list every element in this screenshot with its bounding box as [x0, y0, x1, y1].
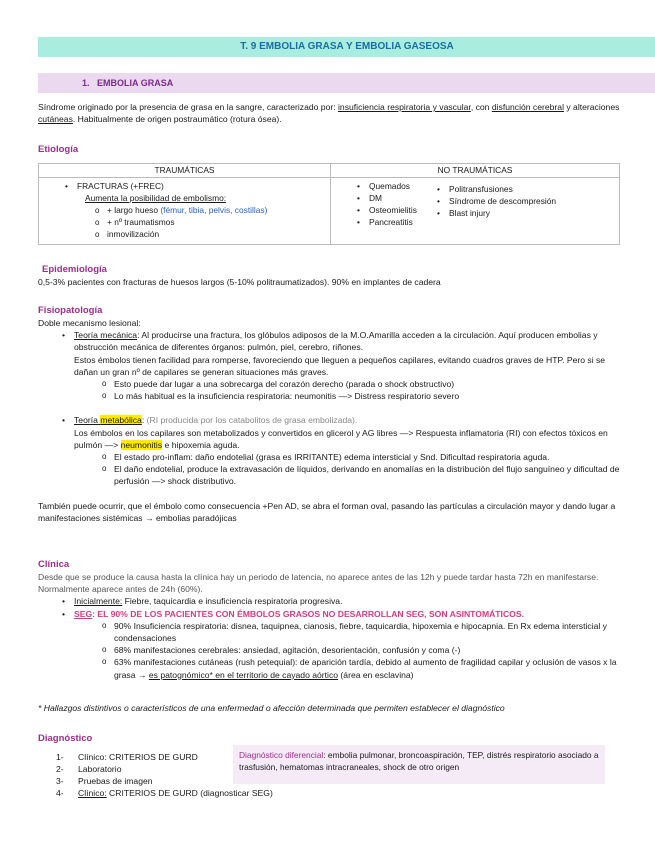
metabolica-text-b: e hipoxemia aguda. [162, 439, 240, 450]
metabolica-label-b: metabólica [100, 415, 142, 426]
list-item [437, 196, 556, 208]
no-trauma-label: Blast injury [449, 207, 490, 218]
dd-label: Diagnóstico diferencial [239, 750, 324, 760]
metabolica-sub-text: El estado pro-inflam: daño endotelial (grasa es IRRITANTE) edema intersticial y Snd. Dificultad respiratoria aguda. [114, 452, 550, 463]
diagnostico-item-4 [56, 787, 356, 799]
epidemiologia-text: 0,5-3% pacientes con fracturas de huesos largos (5-10% politraumatizados). 90% en implantes de cadera [38, 277, 441, 287]
seg-sub-3 [102, 656, 620, 680]
section-label: EMBOLIA GRASA [97, 78, 174, 88]
metabolica-sub-1 [102, 451, 620, 463]
traumatismos-item [95, 217, 326, 229]
mecanica-text: : Al producirse una fractura, los glóbulos adiposos de la M.O.Amarilla acceden a la circulación. Aquí producen embolias y obstrucción mecánica de diferentes órganos: pulmón, piel, cerebro, riñones. [74, 330, 598, 353]
inicialmente-label: Inicialmente: [74, 596, 123, 607]
list-item [437, 208, 556, 220]
no-trauma-label: DM [369, 192, 383, 203]
seg-sub-1 [102, 620, 620, 644]
no-traumaticas-cell [331, 178, 620, 245]
diag-label: Clínico: [78, 788, 107, 798]
dd-text: : embolia pulmonar, broncoaspiración, TEP, distrés respiratorio asociado a trasfusión, hematomas intracraneales, shock de otro origen [239, 750, 599, 773]
seg-sub-text: (área en esclavina) [338, 669, 414, 680]
list-item [357, 193, 437, 205]
metabolica-sub-2 [102, 463, 620, 487]
seg-label: SEG [74, 608, 93, 619]
list-item [56, 751, 231, 763]
patognomico-underline: es patognómico* en el territorio de cayado aórtico [148, 669, 339, 680]
nota-patognomico: * Hallazgos distintivos o característicos de una enfermedad o afección determinada que permiten establecer el diagnóstico [38, 703, 505, 713]
list-item [437, 184, 556, 196]
epidemiologia-heading: Epidemiología [42, 264, 107, 275]
mecanica-sub-text: Esto puede dar lugar a una sobrecarga del corazón derecho (parada o shock obstructivo) [114, 379, 455, 390]
tambien-paragraph: También puede ocurrir, que el émbolo como consecuencia +Pen AD, se abra el forman oval, pasando las partículas a circulación mayor y dando lugar a manifestaciones sistémicas → embolias paradójicas [38, 500, 616, 523]
diag-num: 2- [56, 764, 64, 775]
no-trauma-label: Osteomielitis [369, 204, 417, 215]
fracturas-label: FRACTURAS (+FREC) [77, 181, 164, 191]
intro-text: . Habitualmente de origen postraumático (rotura ósea). [72, 114, 282, 125]
diagnostico-diferencial-box [233, 745, 605, 784]
etiologia-heading: Etiología [38, 144, 79, 155]
mecanica-sub-1 [102, 378, 620, 390]
seg-sub-2 [102, 644, 620, 656]
list-item [357, 181, 437, 193]
seg-sub-text: 90% Insuficiencia respiratoria: disnea, taquipnea, cianosis, fiebre, taquicardia, hipoxemia e hipocapnia. En Rx edema intersticial y condensaciones [114, 620, 607, 644]
no-trauma-label: Quemados [369, 181, 410, 191]
section-header [38, 73, 655, 93]
no-trauma-label: Pancreatitis [369, 216, 413, 227]
teoria-mecanica [62, 329, 620, 402]
inmovilizacion-label: inmovilización [107, 228, 160, 239]
list-item [357, 217, 437, 229]
seg-sub-text: 63% manifestaciones cutáneas (rush petequial): de aparición tardía, debido al aumento de fragilidad capilar y oclusión de vasos x la grasa → [114, 657, 617, 680]
no-trauma-label: Síndrome de descompresión [449, 195, 557, 206]
clinica-body [38, 571, 620, 681]
seg-item [62, 608, 620, 681]
intro-underline-3: cutáneas [38, 114, 73, 125]
page-title: T. 9 EMBOLIA GRASA Y EMBOLIA GASEOSA [38, 37, 655, 57]
section-number: 1. [82, 78, 90, 88]
diag-label: Pruebas de imagen [78, 776, 153, 787]
fisiopatologia-body [38, 317, 620, 524]
diag-label: Laboratorio [78, 764, 122, 775]
intro-paragraph [38, 101, 620, 125]
list-item [357, 205, 437, 217]
mecanica-label: Teoría mecánica [74, 330, 138, 341]
diag-text: CRITERIOS DE GURD (diagnosticar SEG) [106, 788, 273, 798]
inicialmente-text: Fiebre, taquicardia e insuficiencia respiratoria progresiva. [122, 596, 343, 607]
largo-hueso-detail: (fémur, tibia, pelvis, costillas) [160, 204, 268, 215]
diagnostico-heading: Diagnóstico [38, 733, 93, 744]
seg-sub-text: 68% manifestaciones cerebrales: ansiedad, agitación, desorientación, confusión y coma (-) [114, 645, 461, 656]
inicialmente-item [62, 595, 620, 607]
no-trauma-label: Politransfusiones [449, 184, 513, 194]
etiologia-table [38, 163, 620, 245]
metabolica-text [74, 427, 620, 451]
mecanica-text-2: Estos émbolos tienen facilidad para romperse, favoreciendo que lleguen a pequeños capilares, evitando cuadros graves de HTP. Pero si se dañan un gran nº de capilares se generan situaciones más graves. [74, 354, 606, 377]
largo-hueso-label: + largo hueso [107, 204, 161, 215]
diag-label: Clínico: CRITERIOS DE GURD [78, 752, 198, 762]
fisiopatologia-heading: Fisiopatología [38, 305, 103, 316]
metabolica-note: (RI producida por los catabolitos de grasa embolizada). [144, 415, 358, 426]
largo-hueso-item [95, 205, 326, 217]
list-item [56, 763, 231, 775]
diag-num: 4- [56, 788, 64, 798]
metabolica-label-a: Teoría [74, 415, 101, 426]
intro-underline-2: disfunción cerebral [491, 102, 564, 112]
metabolica-text-a: Los émbolos en los capilares son metabolizados y convertidos en glicerol y AG libres —> Respuesta inflamatoria (RI) con efectos tóxicos en pulmón —> [74, 427, 608, 450]
doble-mecanismo: Doble mecanismo lesional: [38, 318, 141, 328]
mecanica-sub-text: Lo más habitual es la insuficiencia respiratoria: neumonitis —> Distress respiratorio severo [114, 391, 460, 402]
seg-text: : EL 90% DE LOS PACIENTES CON ÉMBOLOS GRASOS NO DESARROLLAN SEG, SON ASINTOMÁTICOS. [92, 608, 524, 619]
list-item [56, 775, 231, 787]
mecanica-sub-2 [102, 390, 620, 402]
intro-text: Síndrome originado por la presencia de grasa en la sangre, caracterizado por: [38, 102, 339, 112]
col-header-traumaticas: TRAUMÁTICAS [39, 164, 331, 178]
fracturas-item [65, 181, 326, 193]
intro-underline-1: insuficiencia respiratoria y vascular [338, 102, 471, 112]
col-header-no-traumaticas: NO TRAUMÁTICAS [331, 164, 620, 178]
intro-text: y alteraciones [563, 102, 620, 112]
aumenta-label: Aumenta la posibilidad de embolismo: [85, 192, 227, 203]
teoria-metabolica [62, 414, 620, 487]
traumaticas-cell [39, 178, 331, 245]
neumonitis-highlight: neumonitis [120, 439, 163, 450]
metabolica-colon: : [141, 415, 145, 426]
diag-num: 1- [56, 752, 64, 762]
intro-text: , con [470, 102, 492, 112]
diagnostico-list [56, 751, 231, 788]
inmovilizacion-item [95, 229, 326, 241]
diag-num: 3- [56, 776, 64, 787]
metabolica-sub-text: El daño endotelial, produce la extravasación de líquidos, derivando en anomalías en la distribución del flujo sanguíneo y dificultad de perfusión —> shock distributivo. [114, 464, 620, 487]
traumatismos-label: + nº traumatismos [107, 216, 175, 227]
clinica-heading: Clínica [38, 559, 70, 570]
latencia-text: Desde que se produce la causa hasta la clínica hay un periodo de latencia, no aparece antes de las 12h y puede tardar hasta 72h en manifestarse. Normalmente aparece antes de 24h (60%). [38, 572, 599, 595]
